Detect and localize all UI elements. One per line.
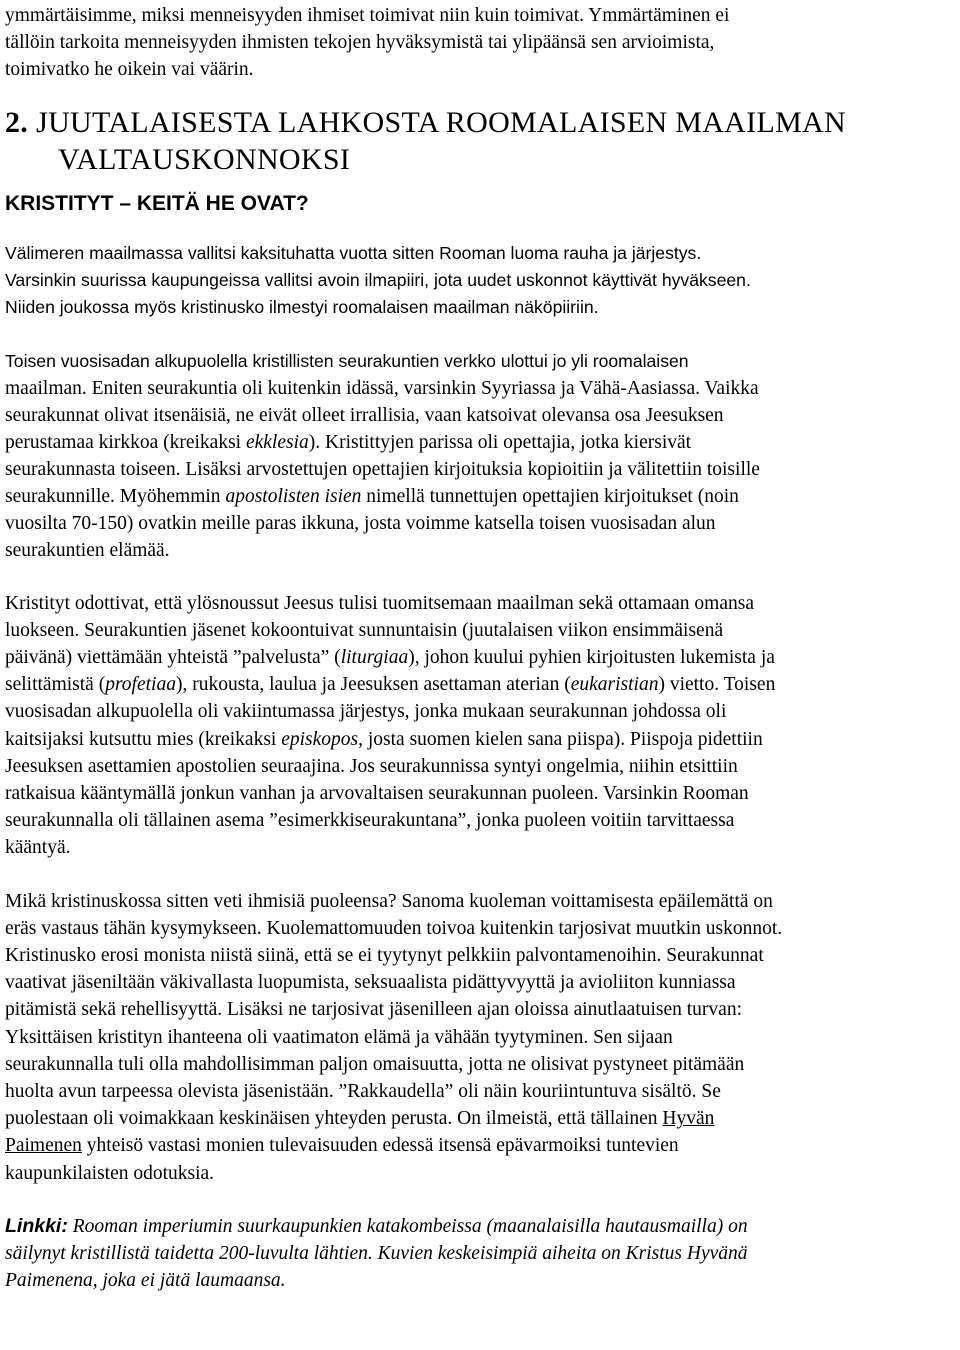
intro-line: tällöin tarkoita menneisyyden ihmisten tekojen hyväksymistä tai ylipäänsä sen arvioimista, (5, 32, 715, 54)
text-line: pitämistä sekä rehellisyyttä. Lisäksi ne tarjosivat jäsenilleen ajan oloissa ainutlaatuisen turvan: (5, 999, 743, 1021)
link-text: Paimenena, joka ei jätä laumaansa. (5, 1270, 286, 1292)
chapter-title-line2: VALTAUSKONNOKSI (58, 142, 351, 176)
text-line: kääntyä. (5, 837, 71, 859)
text-fragment: ). Kristittyjen parissa oli opettajia, jotka kiersivät (308, 431, 692, 453)
term-episkopos: episkopos (281, 728, 359, 750)
text-fragment: kaitsijaksi kutsuttu mies (kreikaksi (5, 728, 282, 750)
text-line: seurakunnalla oli tällainen asema ”esimerkkiseurakuntana”, jonka puoleen voitiin tarvittaessa (5, 810, 735, 832)
term-eukaristian: eukaristian (570, 674, 659, 696)
link-text: säilynyt kristillistä taidetta 200-luvulta lähtien. Kuvien keskeisimpiä aiheita on Kristus Hyvänä (5, 1243, 748, 1265)
paragraph-kristityt (5, 590, 957, 862)
text-line: Yksittäisen kristityn ihanteena oli vaatimaton elämä ja vähään tyytyminen. Sen sijaan (5, 1026, 673, 1048)
document-page (5, 0, 957, 1294)
text-line: vuosisadan alkupuolella oli vakiintumassa järjestys, jonka mukaan seurakunnan johdossa oli (5, 701, 727, 723)
text-line: Kristinusko erosi monista niistä siinä, että se ei tyytynyt pelkkiin palvontamenoihin. Seurakunnat (5, 945, 764, 967)
text-fragment: ) vietto. Toisen (658, 674, 776, 696)
text-line: seurakunnalla tuli olla mahdollisimman paljon omaisuutta, jotta ne olisivat pystyneet pitämään (5, 1053, 745, 1075)
text-fragment: puolestaan oli voimakkaan keskinäisen yhteyden perusta. On ilmeistä, että tällainen (5, 1108, 663, 1130)
lead-line: Välimeren maailmassa vallitsi kaksituhatta vuotta sitten Rooman luoma rauha ja järjestys. (5, 242, 702, 263)
text-line: huolta avun tarpeessa olevista jäsenistään. ”Rakkaudella” oli näin kouriintuntuva sisältö. Se (5, 1081, 721, 1103)
text-line: luokseen. Seurakuntien jäsenet kokoontuivat sunnuntaisin (juutalaisen viikon ensimmäisenä (5, 619, 724, 641)
lead-line: Niiden joukossa myös kristinusko ilmestyi roomalaisen maailman näköpiiriin. (5, 296, 599, 317)
text-line: vuosilta 70-150) ovatkin meille paras ikkuna, josta voimme katsella toisen vuosisadan alun (5, 512, 716, 534)
text-line (5, 486, 739, 507)
text-fragment: ), rukousta, laulua ja Jeesuksen asettaman aterian ( (175, 674, 571, 696)
term-profetiaa: profetiaa (105, 674, 176, 696)
text-line: vaativat jäseniltään väkivallasta luopumista, seksuaalista pidättyvyyttä ja avioliiton kunniassa (5, 972, 736, 994)
text-fragment: yhteisö vastasi monien tulevaisuuden edessä itsensä epävarmoiksi tuntevien (81, 1135, 679, 1157)
link-hyvan-paimenen[interactable]: Hyvän (662, 1108, 715, 1130)
paragraph-mika (5, 888, 957, 1187)
lead-paragraph (5, 240, 957, 321)
link-label: Linkki: (5, 1214, 68, 1237)
text-fragment: seurakunnille. Myöhemmin (5, 485, 226, 507)
text-fragment: selittämistä ( (5, 674, 106, 696)
text-fragment: päivänä) viettämään yhteistä ”palvelusta” ( (5, 647, 341, 669)
text-fragment: ), johon kuului pyhien kirjoitusten lukemista ja (408, 647, 775, 669)
link-text: Rooman imperiumin suurkaupunkien katakombeissa (maanalaisilla hautausmailla) on (67, 1215, 748, 1237)
text-fragment: perustamaa kirkkoa (kreikaksi (5, 431, 246, 453)
text-line: Jeesuksen asettamien apostolien seuraajina. Jos seurakunnissa syntyi ongelmia, niihin etsittiin (5, 755, 738, 777)
chapter-title-line1: JUUTALAISESTA LAHKOSTA ROOMALAISEN MAAILMAN (36, 105, 846, 139)
section-subheading: KRISTITYT – KEITÄ HE OVAT? (5, 191, 309, 215)
text-line (5, 432, 691, 453)
text-line: kaupunkilaisten odotuksia. (5, 1162, 215, 1184)
link-hyvan-paimenen-cont[interactable]: Paimenen (5, 1135, 82, 1157)
text-line: seurakuntien elämää. (5, 539, 170, 561)
text-fragment: nimellä tunnettujen opettajien kirjoitukset (noin (361, 485, 739, 507)
text-line: Kristityt odottivat, että ylösnoussut Jeesus tulisi tuomitsemaan maailman sekä ottamaan omansa (5, 592, 754, 614)
intro-line: toimivatko he oikein vai väärin. (5, 59, 254, 81)
text-line: seurakunnat olivat itsenäisiä, ne eivät olleet irrallisia, vaan katsoivat olevansa osa Jeesuksen (5, 404, 724, 426)
text-line: Mikä kristinuskossa sitten veti ihmisiä puoleensa? Sanoma kuoleman voittamisesta epäilemättä on (5, 890, 773, 912)
text-line: Toisen vuosisadan alkupuolella kristillisten seurakuntien verkko ulottui jo yli roomalaisen (5, 350, 689, 371)
term-ekklesia: ekklesia (245, 431, 309, 453)
text-line: eräs vastaus tähän kysymykseen. Kuolemattomuuden toivoa kuitenkin tarjosivat muutkin uskonnot. (5, 917, 783, 939)
text-line: ratkaisua kääntymällä jonkun vanhan ja arvovaltaisen seurakunnan puoleen. Varsinkin Rooman (5, 783, 749, 805)
intro-line: ymmärtäisimme, miksi menneisyyden ihmiset toimivat niin kuin toimivat. Ymmärtäminen ei (5, 5, 730, 26)
intro-paragraph (5, 2, 957, 84)
chapter-number: 2. (5, 105, 29, 139)
link-note (5, 1213, 957, 1295)
lead-line: Varsinkin suurissa kaupungeissa vallitsi avoin ilmapiiri, jota uudet uskonnot käyttivät hyväkseen. (5, 269, 751, 290)
paragraph-toisen (5, 348, 957, 564)
term-apostolisten-isien: apostolisten isien (225, 485, 362, 507)
text-fragment: , josta suomen kielen sana piispa). Piispoja pidettiin (358, 728, 763, 750)
text-line: maailman. Eniten seurakuntia oli kuitenkin idässä, varsinkin Syyriassa ja Vähä-Aasiassa. Vaikka (5, 377, 759, 399)
chapter-heading (5, 104, 957, 178)
term-liturgiaa: liturgiaa (340, 647, 409, 669)
text-line: seurakunnasta toiseen. Lisäksi arvostettujen opettajien kirjoituksia kopioitiin ja välitettiin toisille (5, 458, 760, 480)
